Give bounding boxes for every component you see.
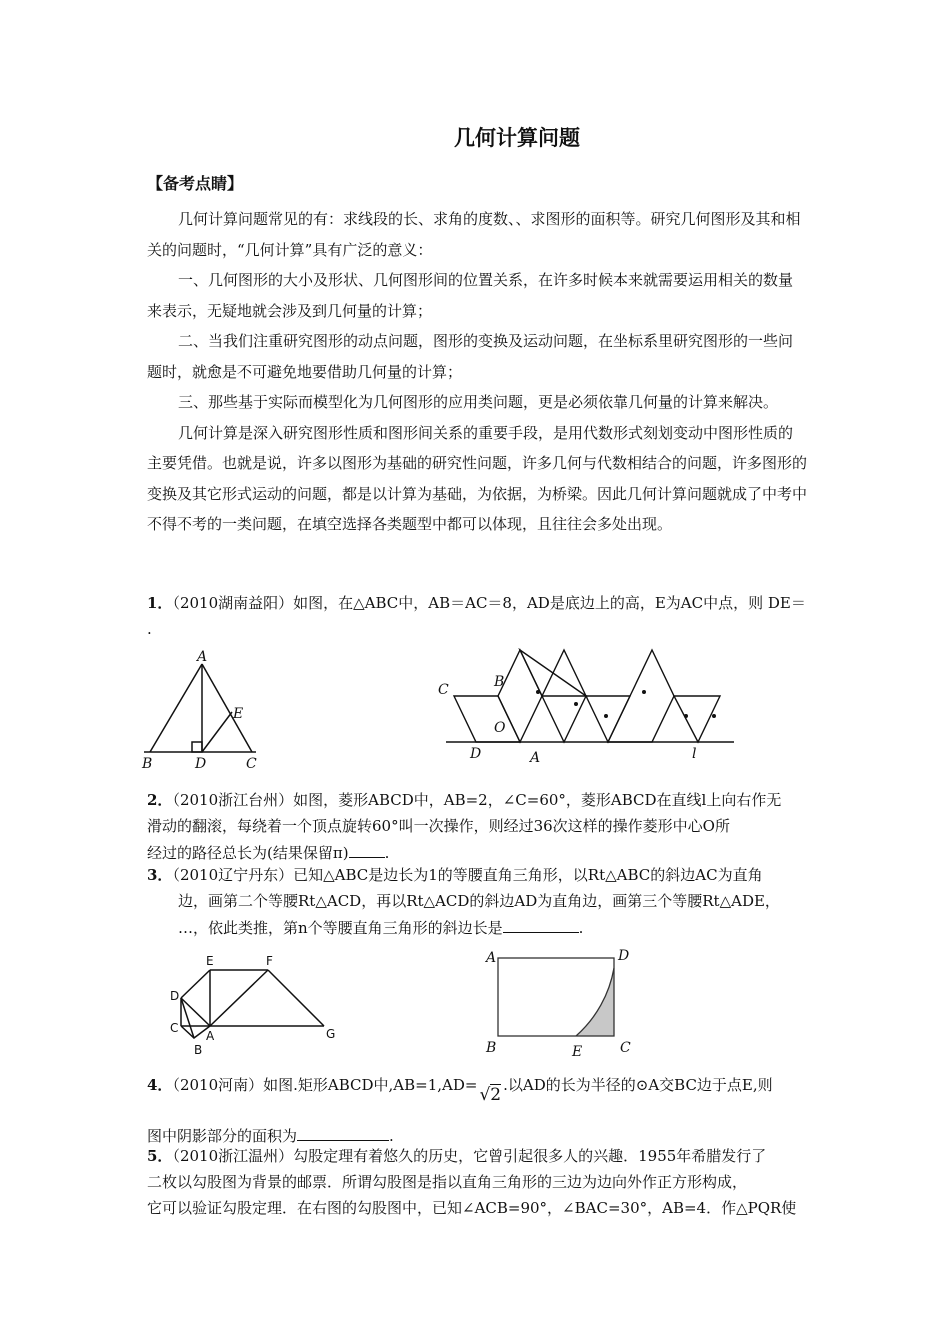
problem-text: （2010辽宁丹东）已知△ABC是边长为1的等腰直角三角形，以Rt△ABC的斜边AC为直角 [172,866,763,884]
label-A: A [530,750,541,766]
intro-block [147,204,807,540]
label-G: G [326,1027,336,1041]
answer-blank[interactable] [349,839,385,858]
problem-text: …，依此类推，第n个等腰直角三角形的斜边长是 [178,919,503,937]
problem-text: 边，画第二个等腰Rt△ACD，再以Rt△ACD的斜边AD为直角边，画第三个等腰Rt△ADE， [178,892,780,910]
intro-paragraph: 二、当我们注重研究图形的动点问题，图形的变换及运动问题，在坐标系里研究图形的一些问题时，就愈是不可避免地要借助几何量的计算； [147,332,794,381]
problem-number: 1． [147,594,173,612]
stairs-figure [164,950,344,1062]
problem-text: 图中阴影部分的面积为 [147,1127,298,1145]
problem-5 [147,1143,812,1221]
label-B: B [194,1043,203,1057]
label-F: F [266,954,273,968]
problem-text: 滑动的翻滚，每绕着一个顶点旋转60°叫一次操作，则经过36次这样的操作菱形中心O所 [147,817,730,835]
problem-text: （2010河南）如图.矩形ABCD中,AB=1,AD= [172,1076,478,1094]
problem-end: . [384,844,390,862]
radicand: 2 [490,1085,502,1105]
problem-4 [147,1072,812,1149]
intro-paragraph: 几何计算问题常见的有：求线段的长、求角的度数、、求图形的面积等。研究几何图形及其和相关的问题时，“几何计算”具有广泛的意义： [147,210,801,259]
problem-text: 经过的路径总长为(结果保留π) [147,844,349,862]
label-C: C [170,1021,179,1035]
section-heading: 【备考点睛】 [147,174,244,193]
label-C: C [438,682,449,698]
sqrt-expression: √2 [479,1085,502,1105]
problem-3 [147,862,812,941]
problem-number: 3． [147,866,173,884]
problem-text: 它可以验证勾股定理．在右图的勾股图中，已知∠ACB=90°，∠BAC=30°，AB=4．作△PQR使 [147,1199,797,1217]
problem-number: 2． [147,791,173,809]
page-title: 几何计算问题 [454,126,580,150]
problem-text: （2010浙江温州）勾股定理有着悠久的历史，它曾引起很多人的兴趣．1955年希腊发行了 [172,1147,767,1165]
answer-blank[interactable] [297,1122,389,1141]
problem-end: . [578,919,584,937]
intro-paragraph: 三、那些基于实际而模型化为几何图形的应用类问题，更是必须依靠几何量的计算来解决。 [178,393,779,411]
label-B: B [494,674,505,690]
label-C: C [620,1040,631,1056]
label-A: A [197,649,208,665]
problem-text: .以AD的长为半径的⊙A交BC边于点E,则 [503,1076,773,1094]
label-D: D [195,756,207,772]
problem-1 [147,590,812,642]
problem-2 [147,787,812,866]
problem-number: 4． [147,1076,173,1094]
label-E: E [572,1044,583,1060]
label-l: l [692,746,697,762]
rectangle-figure [478,938,638,1062]
label-A: A [206,1029,215,1043]
label-D: D [618,948,630,964]
problem-text: （2010浙江台州）如图，菱形ABCD中，AB=2，∠C=60°，菱形ABCD在直线l上向右作无 [172,791,782,809]
problem-text: （2010湖南益阳）如图，在△ABC中，AB＝AC＝8，AD是底边上的高，E为AC中点，则 DE＝ [172,594,806,612]
triangle-figure [140,646,270,774]
label-C: C [246,756,257,772]
answer-blank[interactable] [503,914,579,933]
label-B: B [486,1040,497,1056]
intro-paragraph: 一、几何图形的大小及形状、几何图形间的位置关系，在许多时候本来就需要运用相关的数量来表示，无疑地就会涉及到几何量的计算； [147,271,794,320]
problem-number: 5． [147,1147,173,1165]
label-B: B [142,756,153,772]
problem-end: . [147,620,152,638]
problem-end: . [389,1127,394,1145]
label-D: D [470,746,482,762]
problem-text: 二枚以勾股图为背景的邮票．所谓勾股图是指以直角三角形的三边为边向外作正方形构成， [147,1173,748,1191]
label-E: E [206,954,214,968]
label-O: O [494,720,506,736]
intro-paragraph: 几何计算是深入研究图形性质和图形间关系的重要手段，是用代数形式刻划变动中图形性质的主要凭借。也就是说，许多以图形为基础的研究性问题，许多几何与代数相结合的问题，许多图形的变换及其它形式运动的问题，都是以计算为基础，为依据，为桥梁。因此几何计算问题就成了中考中不得不考的一类问题，在填空选择各类题型中都可以体现，且往往会多处出现。 [147,423,808,533]
label-D: D [170,989,180,1003]
rhombus-figure [436,644,736,768]
label-E: E [233,706,244,722]
label-A: A [486,950,497,966]
